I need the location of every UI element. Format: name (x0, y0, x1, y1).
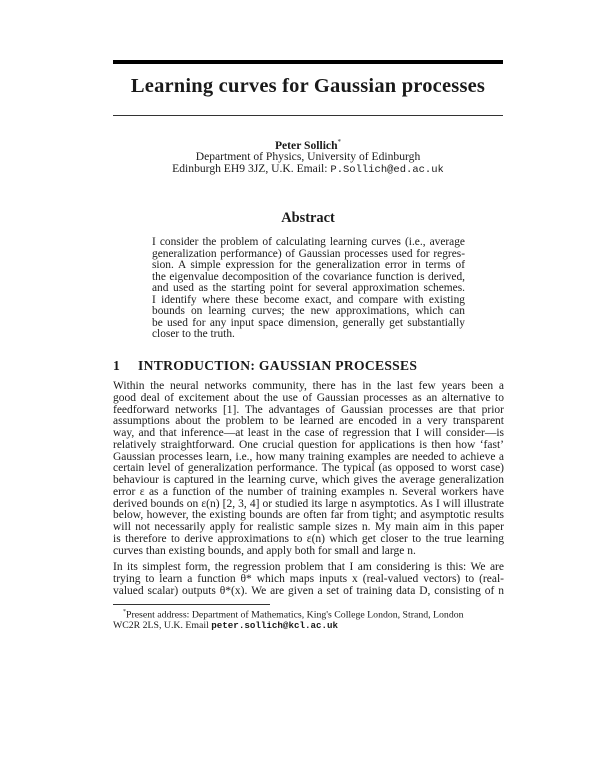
author-email[interactable]: P.Sollich@ed.ac.uk (330, 163, 444, 176)
body-line: Within the neural networks community, there has in the last few years been a (113, 380, 504, 392)
footnote (113, 607, 504, 631)
abstract-line: bounds on learning curves; the new approximations, which can (152, 305, 465, 318)
body-line: curves than existing bounds, and apply both for small and large n. (113, 544, 416, 557)
section-number: 1 (113, 358, 121, 373)
body-line: error ε as a function of the number of training examples n. Several workers have (113, 485, 504, 498)
abstract-line: I identify where these become exact, and compare with existing (152, 293, 465, 306)
body-line: good deal of excitement about the use of Gaussian processes as an alternative to (113, 391, 504, 404)
title-top-rule (113, 60, 503, 64)
abstract-line: closer to the truth. (152, 328, 235, 341)
paper-title: Learning curves for Gaussian processes (130, 75, 486, 97)
body-line: assumptions about the problem to be learned are encoded in a very transparent (113, 415, 504, 428)
section-title: INTRODUCTION: GAUSSIAN PROCESSES (138, 358, 418, 373)
footnote-line-2: WC2R 2LS, U.K. Email peter.sollich@kcl.ac.uk (113, 620, 339, 632)
body-line: valued scalar) outputs θ*(x). We are given a set of training data D, consisting of n (113, 584, 504, 597)
body-line: feedforward networks [1]. The advantages of Gaussian processes are that prior (113, 403, 504, 416)
abstract-line: and used as the starting point for several approximation schemes. (152, 282, 465, 295)
author-footnote-marker: * (337, 138, 342, 146)
abstract-line: the eigenvalue decomposition of the covariance function is derived, (152, 270, 465, 283)
body-line: behaviour is captured in the learning curve, which gives the average generalization (113, 474, 504, 486)
abstract-line: generalization performance) of Gaussian processes used for regres- (152, 247, 465, 260)
intro-paragraph-2 (113, 562, 504, 597)
abstract-line: sion. A simple expression for the generalization error in terms of (152, 259, 465, 272)
intro-paragraph-1 (113, 381, 504, 557)
body-line: Gaussian processes learn, i.e., how many training examples are needed to achieve a (113, 450, 504, 463)
author-name: Peter Sollich* (274, 138, 342, 152)
footnote-line-1: *Present address: Department of Mathematics, King's College London, Strand, London (123, 609, 464, 621)
section-heading (113, 358, 513, 374)
author-affiliation: Department of Physics, University of Edinburgh (195, 150, 421, 164)
abstract-line: be used for any input space dimension, generally get substantially (152, 316, 465, 329)
body-line: way, and that inference—at least in the case of regression that I will consider—is (113, 427, 504, 439)
body-line: relatively straightforward. One crucial question for applications is then how ‘fast’ (113, 438, 504, 451)
author-block (113, 137, 503, 176)
footnote-email[interactable]: peter.sollich@kcl.ac.uk (211, 620, 339, 632)
body-line: trying to learn a function θ* which maps inputs x (real-valued vectors) to (real- (113, 572, 504, 585)
author-address: Edinburgh EH9 3JZ, U.K. Email: P.Sollich@ed.ac.uk (172, 161, 444, 176)
abstract-body (152, 237, 465, 341)
abstract-heading: Abstract (281, 210, 335, 226)
body-line: In its simplest form, the regression problem that I am considering is this: We are (113, 561, 504, 573)
title-bottom-rule (113, 115, 503, 116)
body-line: derived bounds on ε(n) [2, 3, 4] or studied its large n asymptotics. As I will illustrate (113, 497, 504, 510)
body-line: below, however, the existing bounds are often far from tight; and asymptotic results (113, 509, 504, 522)
body-line: certain level of generalization performance. The typical (as opposed to worst case) (113, 462, 504, 475)
body-line: is therefore to derive approximations to ε(n) which get closer to the true learning (113, 532, 504, 545)
body-line: will not necessarily apply for realistic sample sizes n. My main aim in this paper (113, 521, 504, 533)
footnote-rule (113, 604, 270, 605)
abstract-line: I consider the problem of calculating learning curves (i.e., average (152, 236, 465, 248)
